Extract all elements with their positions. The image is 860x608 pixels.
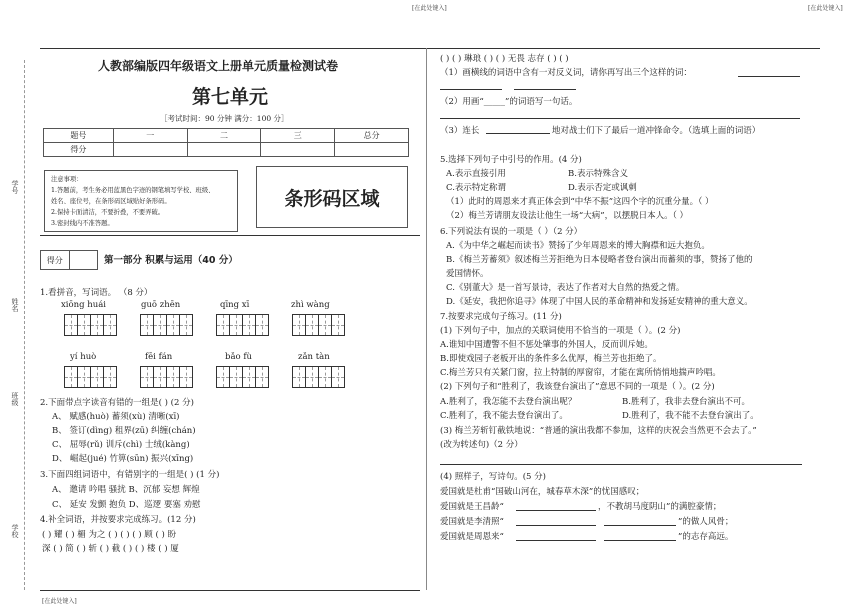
q4-line: 深 ( ) 简 ( ) 斩 ( ) 截 ( ) ( ) 楼 ( ) 厦 — [42, 544, 179, 554]
answer-line[interactable] — [516, 510, 596, 511]
notice-line: 2.保持卡面清洁，不要折叠，不要弄破。 — [51, 209, 165, 216]
answer-line[interactable] — [486, 133, 550, 134]
char-grid[interactable] — [292, 314, 345, 336]
exam-title: 人教部编版四年级语文上册单元质量检测试卷 — [98, 59, 339, 73]
poem-prefix: 爱国就是李清照“ — [440, 517, 504, 527]
q5-option: C.表示特定称谓 — [446, 183, 506, 193]
part1-title: 第一部分 积累与运用（40 分） — [104, 255, 238, 266]
q2-option: C、 屈辱(rǔ) 训斥(chì) 士绒(kàng) — [52, 440, 190, 450]
q6-option: A.《为中华之崛起而读书》赞扬了少年周恩来的博大胸襟和远大抱负。 — [446, 241, 710, 251]
q7-sub: (1) 下列句子中，加点的关联词使用不恰当的一项是（ ）。(2 分) — [440, 326, 681, 336]
char-grid[interactable] — [64, 314, 117, 336]
pinyin: bǎo fù — [225, 352, 252, 362]
q7-option: A.胜利了，我怎能不去登台演出呢？ — [440, 397, 577, 407]
r-words: ( ) ( ) 琳琅 ( ) ( ) 无畏 志存 ( ) ( ) — [440, 54, 569, 64]
bottom-rule — [40, 590, 420, 591]
q3-option: C、 延安 发颤 抱负 D、巡逻 要塞 劝慰 — [52, 500, 201, 510]
char-grid[interactable] — [140, 366, 193, 388]
part1-score-label: 得分 — [41, 251, 70, 269]
pinyin: qīng xī — [220, 300, 250, 310]
part1-score-box — [40, 250, 98, 270]
q2-option: D、 崛起(jué) 竹箅(sūn) 振兴(xīng) — [52, 454, 194, 464]
notice-line: 3.密封线内不准答题。 — [51, 220, 114, 227]
answer-line[interactable] — [604, 525, 676, 526]
answer-line[interactable] — [440, 464, 802, 465]
q4-line: ( ) 耀 ( ) 楣 为之 ( ) ( ) ( ) 顾 ( ) 盼 — [42, 530, 177, 540]
char-grid[interactable] — [216, 314, 269, 336]
q7-option: B.即使戏园子老板开出的条件多么优厚，梅兰芳也拒绝了。 — [440, 354, 662, 364]
q6-option-cont: 爱国情怀。 — [446, 269, 489, 279]
binding-label-id: 学号 — [11, 180, 19, 194]
poem-suffix: ”的志存高远。 — [678, 532, 734, 542]
notice-box — [44, 170, 238, 232]
q4-text: 4.补全词语，并按要求完成练习。(12 分) — [40, 515, 196, 525]
q5-option: D.表示否定或讽刺 — [568, 183, 637, 193]
char-grid[interactable] — [292, 366, 345, 388]
score-cell[interactable] — [187, 143, 261, 157]
q2-text: 2.下面带点字读音有错的一组是( ) (2 分) — [40, 398, 194, 408]
binding-label-name: 姓名 — [11, 298, 19, 312]
answer-line[interactable] — [604, 540, 676, 541]
q5-option: A.表示直接引用 — [446, 169, 506, 179]
q7-option: A.谁知中国遭警不但不惩处肇事的外国人，反而训斥她。 — [440, 340, 653, 350]
q7-sub: (3) 梅兰芳斩钉截铁地说：“普通的演出我都不参加，这样的庆祝会当然更不会去了。” — [440, 426, 757, 436]
barcode-label: 条形码区域 — [284, 187, 380, 210]
score-table — [43, 128, 409, 157]
poem-prefix: 爱国就是王昌龄“ — [440, 502, 504, 512]
poem-prefix: 爱国就是周恩来“ — [440, 532, 504, 542]
answer-line[interactable] — [514, 89, 576, 90]
char-grid[interactable] — [64, 366, 117, 388]
poem-suffix: ，不教胡马度阴山”的满腔豪情； — [598, 502, 722, 512]
score-header: 题号 — [44, 129, 114, 143]
pinyin: zǎn tàn — [298, 352, 330, 362]
q5-sentence: （1）此时的周恩来才真正体会到“中华不振”这四个字的沉重分量。（ ） — [446, 197, 714, 207]
q7-text: 7.按要求完成句子练习。(11 分) — [440, 312, 562, 322]
center-divider — [426, 48, 427, 590]
header-placeholder-right: [在此处键入] — [808, 5, 843, 12]
q3-option: A、 邀请 吟唱 骚扰 B、沉郁 妄想 辉煌 — [52, 485, 200, 495]
score-cell[interactable] — [335, 143, 409, 157]
score-cell[interactable] — [113, 143, 187, 157]
r-q3-prefix: （3）连长 — [440, 126, 480, 136]
pinyin: zhì wàng — [291, 300, 330, 310]
answer-line[interactable] — [516, 525, 596, 526]
q5-sentence: （2）梅兰芳请朋友设法让他生一场“大病”，以摆脱日本人。（ ） — [446, 211, 689, 221]
poem-example: 爱国就是杜甫“国破山河在，城春草木深”的忧国感叹； — [440, 487, 645, 497]
answer-line[interactable] — [440, 118, 800, 119]
pinyin: xiōng huái — [61, 300, 106, 310]
q5-text: 5.选择下列句子中引号的作用。(4 分) — [440, 155, 582, 165]
notice-line: 姓名、座位号，在条形码区域贴好条形码。 — [51, 198, 171, 205]
q2-option: A、 赋感(huò) 蓄须(xù) 清晰(xī) — [52, 412, 180, 422]
q3-text: 3.下面四组词语中，有错别字的一组是( ) (1 分) — [40, 470, 220, 480]
answer-line[interactable] — [440, 89, 502, 90]
barcode-area — [256, 166, 408, 228]
q7-option: C.梅兰芳只有关紧门窗，拉上特制的厚窗帘，才能在寓所悄悄地揣声吟唱。 — [440, 368, 721, 378]
char-grid[interactable] — [140, 314, 193, 336]
q6-option: B.《梅兰芳蓄须》叙述梅兰芳拒绝为日本侵略者登台演出而蓄须的事，赞扬了他的 — [446, 255, 753, 265]
score-header: 总分 — [335, 129, 409, 143]
char-grid[interactable] — [216, 366, 269, 388]
unit-title: 第七单元 — [192, 86, 269, 108]
poem-suffix: ”的做人风骨； — [678, 517, 734, 527]
footer-placeholder: [在此处键入] — [42, 598, 77, 605]
part1-score-input[interactable] — [70, 251, 98, 269]
r-q2: （2）用画“_____”的词语写一句话。 — [440, 97, 578, 107]
q7-option: D.胜利了，我不能不去登台演出了。 — [622, 411, 759, 421]
notice-title: 注意事项： — [51, 176, 83, 183]
q7-option: B.胜利了，我非去登台演出不可。 — [622, 397, 750, 407]
q1-text: 1.看拼音，写词语。 （8 分） — [40, 288, 153, 298]
score-header: 二 — [187, 129, 261, 143]
pinyin: yí huò — [70, 352, 97, 362]
q7-sub: (2) 下列句子和“胜利了，我该登台演出了”意思不同的一项是（ ）。(2 分) — [440, 382, 715, 392]
binding-label-school: 学校 — [11, 524, 19, 538]
q2-option: B、 签订(dìng) 租界(zū) 纠缠(chán) — [52, 426, 196, 436]
exam-info: ［考试时间：90 分钟 满分：100 分］ — [160, 114, 289, 123]
r-q3-suffix: 地对战士们下了最后一道冲锋命令。（选填上面的词语） — [552, 126, 761, 136]
q7-sub: (4) 照样子，写诗句。(5 分) — [440, 472, 546, 482]
header-placeholder: [在此处键入] — [412, 5, 447, 12]
q6-option: C.《别董大》是一首写景诗，表达了作者对大自然的热爱之情。 — [446, 283, 685, 293]
answer-line[interactable] — [516, 540, 596, 541]
q5-option: B.表示特殊含义 — [568, 169, 628, 179]
section-rule — [40, 235, 420, 236]
score-header: 三 — [261, 129, 335, 143]
pinyin: guō zhēn — [141, 300, 181, 310]
q6-option: D.《延安，我把你追寻》体现了中国人民的革命精神和发扬延安精神的重大意义。 — [446, 297, 753, 307]
q7-sub-cont: (改为转述句)（2 分） — [440, 440, 523, 450]
binding-line — [24, 60, 25, 590]
binding-label-class: 班级 — [11, 392, 19, 406]
notice-line: 1.答题前，考生务必用蓝黑色字迹的钢笔填写学校、班级、 — [51, 187, 215, 194]
top-rule — [40, 48, 820, 49]
pinyin: fēi fán — [145, 352, 173, 362]
r-q1: （1）画横线的词语中含有一对反义词，请你再写出三个这样的词： — [440, 68, 692, 78]
score-row-label: 得分 — [44, 143, 114, 157]
q6-text: 6.下列说法有误的一项是（ ）（2 分） — [440, 227, 583, 237]
score-header: 一 — [113, 129, 187, 143]
answer-line[interactable] — [738, 76, 800, 77]
score-cell[interactable] — [261, 143, 335, 157]
q7-option: C.胜利了，我不能去登台演出了。 — [440, 411, 568, 421]
